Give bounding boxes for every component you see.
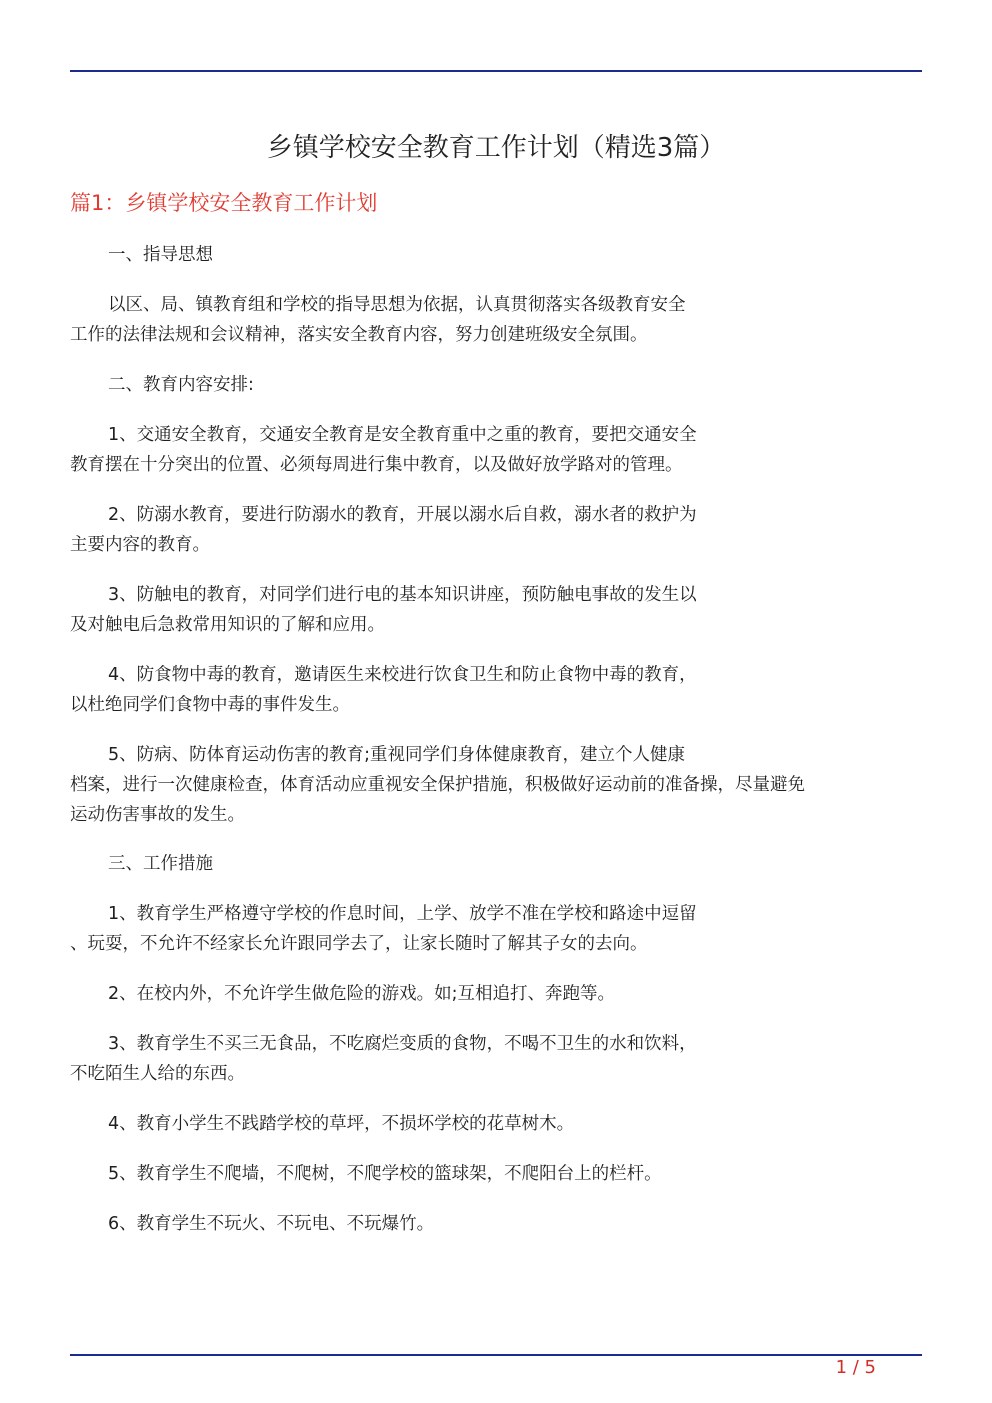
paragraph-line: 及对触电后急救常用知识的了解和应用。	[70, 615, 385, 635]
paragraph-line: 2、在校内外，不允许学生做危险的游戏。如;互相追打、奔跑等。	[108, 984, 616, 1004]
paragraph	[70, 420, 920, 480]
paragraph-line: 教育摆在十分突出的位置、必须每周进行集中教育，以及做好放学路对的管理。	[70, 455, 683, 475]
section-title: 篇1：乡镇学校安全教育工作计划	[70, 191, 378, 215]
paragraph	[70, 979, 920, 1009]
document-title: 乡镇学校安全教育工作计划（精选3篇）	[266, 133, 726, 163]
paragraph	[70, 849, 920, 879]
paragraph	[70, 899, 920, 959]
paragraph-line: 4、防食物中毒的教育，邀请医生来校进行饮食卫生和防止食物中毒的教育，	[108, 665, 697, 685]
paragraph-line: 1、交通安全教育，交通安全教育是安全教育重中之重的教育，要把交通安全	[108, 425, 697, 445]
paragraph-line: 二、教育内容安排:	[108, 375, 254, 395]
paragraph-line: 1、教育学生严格遵守学校的作息时间，上学、放学不准在学校和路途中逗留	[108, 904, 697, 924]
paragraph	[70, 580, 920, 640]
paragraph	[70, 740, 920, 830]
paragraph-line: 运动伤害事故的发生。	[70, 805, 245, 825]
paragraph	[70, 500, 920, 560]
paragraph-line: 4、教育小学生不践踏学校的草坪，不损坏学校的花草树木。	[108, 1114, 575, 1134]
paragraph-line: 6、教育学生不玩火、不玩电、不玩爆竹。	[108, 1214, 435, 1234]
paragraph-line: 3、防触电的教育，对同学们进行电的基本知识讲座，预防触电事故的发生以	[108, 585, 697, 605]
page-number: 1 / 5	[835, 1357, 876, 1378]
header-rule	[70, 70, 922, 72]
paragraph-line: 档案，进行一次健康检查，体育活动应重视安全保护措施，积极做好运动前的准备操，尽量避免	[70, 775, 805, 795]
paragraph-line: 3、教育学生不买三无食品，不吃腐烂变质的食物，不喝不卫生的水和饮料，	[108, 1034, 697, 1054]
paragraph-line: 2、防溺水教育，要进行防溺水的教育，开展以溺水后自救，溺水者的救护为	[108, 505, 697, 525]
paragraph-line: 5、防病、防体育运动伤害的教育;重视同学们身体健康教育，建立个人健康	[108, 745, 686, 765]
footer-rule	[70, 1354, 922, 1356]
paragraph	[70, 240, 920, 270]
paragraph	[70, 290, 920, 350]
paragraph	[70, 1029, 920, 1089]
paragraph	[70, 1209, 920, 1239]
paragraph-line: 以区、局、镇教育组和学校的指导思想为依据，认真贯彻落实各级教育安全	[108, 295, 686, 315]
paragraph-line: 一、指导思想	[108, 245, 213, 265]
paragraph	[70, 1159, 920, 1189]
paragraph-line: 、玩耍，不允许不经家长允许跟同学去了，让家长随时了解其子女的去向。	[70, 934, 648, 954]
paragraph-line: 5、教育学生不爬墙，不爬树，不爬学校的篮球架，不爬阳台上的栏杆。	[108, 1164, 662, 1184]
paragraph	[70, 1109, 920, 1139]
paragraph-line: 三、工作措施	[108, 854, 213, 874]
paragraph-line: 不吃陌生人给的东西。	[70, 1064, 245, 1084]
paragraph-line: 主要内容的教育。	[70, 535, 210, 555]
paragraph-line: 工作的法律法规和会议精神，落实安全教育内容，努力创建班级安全氛围。	[70, 325, 648, 345]
paragraph	[70, 370, 920, 400]
paragraph	[70, 660, 920, 720]
paragraph-line: 以杜绝同学们食物中毒的事件发生。	[70, 695, 350, 715]
